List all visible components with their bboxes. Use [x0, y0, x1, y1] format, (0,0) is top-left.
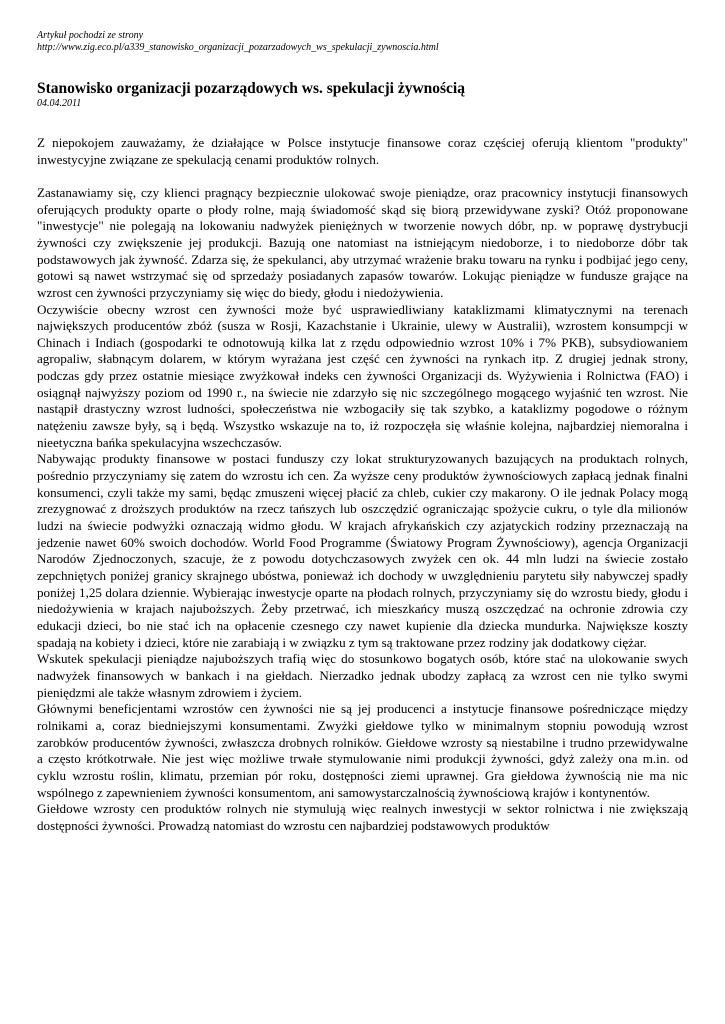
- document-page: [37, 30, 688, 835]
- article-title: Stanowisko organizacji pozarządowych ws. spekulacji żywnością: [37, 80, 465, 97]
- paragraph-7: Giełdowe wzrosty cen produktów rolnych nie stymulują więc realnych inwestycji w sektor rolnictwa i nie zwiększają dostępności żywności. Prowadzą natomiast do wzrostu cen najbardziej podstawowych produktów: [37, 801, 688, 833]
- article-date: 04.04.2011: [37, 98, 82, 109]
- paragraph-4: Nabywając produkty finansowe w postaci funduszy czy lokat strukturyzowanych bazujących na produktach rolnych, pośrednio przyczyniamy się zatem do wzrostu ich cen. Za wyższe ceny produktów żywnościowych zapłacą jednak finalni konsumenci, czyli także my sami, będąc zmuszeni więcej płacić za chleb, cukier czy makarony. O ile jednak Polacy mogą zrezygnować z droższych produktów na rzecz tańszych lub oszczędzić ograniczając spożycie cukru, o tyle dla milionów ludzi na świecie podwyżki oznaczają widmo głodu. W krajach afrykańskich czy azjatyckich rodziny przeznaczają na jedzenie nawet 60% swoich dochodów. World Food Programme (Światowy Program Żywnościowy), agencja Organizacji Narodów Zjednoczonych, szacuje, że z powodu dotychczasowych zwyżek cen ok. 44 mln ludzi na świecie zostało zepchniętych poniżej granicy skrajnego ubóstwa, ponieważ ich dochody w uwzględnieniu parytetu siły nabywczej spadły poniżej 1,25 dolara dziennie. Wybierając inwestycje oparte na płodach rolnych, przyczyniamy się do wzrostu biedy, głodu i niedożywienia w krajach najuboższych. Żeby przetrwać, ich mieszkańcy muszą oszczędzać na ochronie zdrowia czy edukacji dzieci, bo nie stać ich na opłacenie czesnego czy nawet kupienie dla dziecka mundurka. Największe koszty spadają na kobiety i dzieci, które nie zarabiają i w związku z tym są traktowane przez rodziny jak dodatkowy ciężar.: [37, 451, 688, 650]
- paragraph-intro: Z niepokojem zauważamy, że działające w Polsce instytucje finansowe coraz częściej oferują klientom "produkty" inwestycyjne związane ze spekulacją cenami produktów rolnych.: [37, 135, 688, 167]
- paragraph-5: Wskutek spekulacji pieniądze najuboższych trafią więc do stosunkowo bogatych osób, które stać na ulokowanie swych nadwyżek finansowych w bankach i na giełdach. Nierzadko jednak ubodzy zapłacą za wzrost cen nie tylko swymi pieniędzmi ale także własnym zdrowiem i życiem.: [37, 651, 688, 700]
- source-header: [37, 30, 688, 54]
- source-label: Artykuł pochodzi ze strony: [37, 30, 144, 41]
- paragraph-2: Zastanawiamy się, czy klienci pragnący bezpiecznie ulokować swoje pieniądze, oraz pracownicy instytucji finansowych oferujących produkty oparte o płody rolne, mają świadomość skąd się biorą przewidywane zyski? Otóż proponowane "inwestycje" nie polegają na lokowaniu nadwyżek pieniężnych w tworzenie nowych dóbr, np. w poprawę dystrybucji żywności czy zwiększenie jej produkcji. Bazują one natomiast na istniejącym niedoborze, i to niedoborze dóbr tak podstawowych jak żywność. Zdarza się, że spekulanci, aby utrzymać wrażenie braku towaru na rynku i podbijać jego ceny, gotowi są nawet wstrzymać się od sprzedaży posiadanych zapasów towarów. Lokując pieniądze w fundusze grające na wzrost cen żywności przyczyniamy się więc do biedy, głodu i niedożywienia.: [37, 184, 688, 300]
- paragraph-6: Głównymi beneficjentami wzrostów cen żywności nie są jej producenci a instytucje finansowe pośredniczące między rolnikami a, coraz biedniejszymi konsumentami. Zwyżki giełdowe tylko w minimalnym stopniu powodują wzrost zarobków producentów żywności, zwłaszcza drobnych rolników. Giełdowe wzrosty są niestabilne i trudno przewidywalne a często krótkotrwałe. Nie jest więc możliwe trwałe stymulowanie nimi produkcji żywności, gdyż zależy ona m.in. od cyklu wzrostu roślin, klimatu, przemian pór roku, dostępności ziemi uprawnej. Gra giełdowa żywnością nie ma nic wspólnego z zapewnieniem żywności konsumentom, ani samowystarczalnością żywnościową krajów i kontynentów.: [37, 701, 688, 800]
- paragraph-3: Oczywiście obecny wzrost cen żywności może być usprawiedliwiany kataklizmami klimatycznymi na terenach największych producentów zbóż (susza w Rosji, Kazachstanie i Ukrainie, ulewy w Australii), wzrostem konsumpcji w Chinach i Indiach (gospodarki te odnotowują kilka lat z rzędu odpowiednio wzrost 10% i 7% PKB), subsydiowaniem agropaliw, słabnącym dolarem, w którym wyrażana jest część cen żywności na rynkach itp. Z drugiej jednak strony, podczas gdy przez ostatnie miesiące zwyżkował indeks cen żywności Organizacji ds. Wyżywienia i Rolnictwa (FAO) i osiągnął najwyższy poziom od 1990 r., na świecie nie zdarzyło się nic szczególnego mogącego wyjaśnić ten wzrost. Nie nastąpił drastyczny wzrost ludności, społeczeństwa nie wzbogaciły się tak szybko, a kataklizmy pogodowe o różnym natężeniu zawsze były, są i będą. Wszystko wskazuje na to, iż rozpoczęła się właśnie kolejna, najbardziej niemoralna i nieetyczna bańka spekulacyjna wszechczasów.: [37, 301, 688, 450]
- article-body: [37, 135, 688, 835]
- source-url: http://www.zig.eco.pl/a339_stanowisko_organizacji_pozarzadowych_ws_spekulacji_zywnoscia.html: [37, 42, 439, 53]
